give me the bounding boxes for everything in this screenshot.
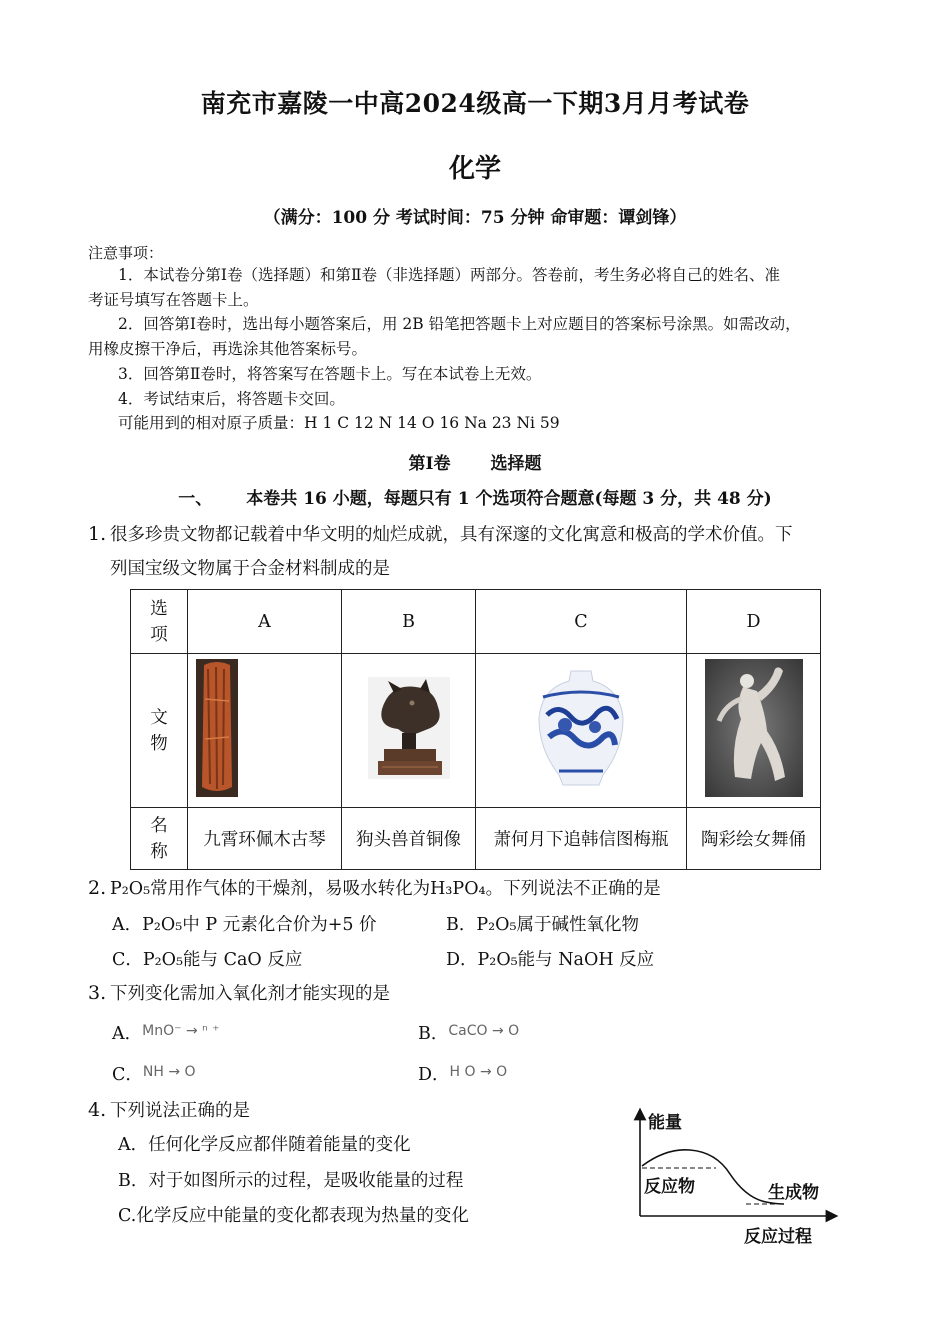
relic-name-b: 狗头兽首铜像 bbox=[342, 808, 476, 870]
part-heading: 一、 本卷共 16 小题，每题只有 1 个选项符合题意(每题 3 分，共 48 分) bbox=[178, 489, 772, 509]
header-option: 选 项 bbox=[131, 590, 188, 654]
q2-option-a: A．P₂O₅中 P 元素化合价为+5 价 bbox=[112, 915, 377, 935]
header-name: 名 称 bbox=[131, 808, 188, 870]
option-a: A bbox=[188, 590, 342, 654]
question-1: 1. 很多珍贵文物都记载着中华文明的灿烂成就，具有深邃的文化寓意和极高的学术价值。下 列国宝级文物属于合金材料制成的是 bbox=[88, 523, 793, 579]
bronze-head-image bbox=[368, 677, 450, 779]
energy-axis-label: 能量 bbox=[648, 1113, 682, 1133]
exam-title: 南充市嘉陵一中高2024级高一下期3月月考试卷 bbox=[200, 89, 750, 118]
relic-name-c: 萧何月下追韩信图梅瓶 bbox=[476, 808, 687, 870]
q3-option-c: C．$^{NH \to O}$ bbox=[112, 1064, 196, 1085]
reactant-label: 反应物 bbox=[644, 1177, 695, 1197]
q4-option-b: B．对于如图所示的过程，是吸收能量的过程 bbox=[118, 1171, 464, 1191]
note-1-cont: 考证号填写在答题卡上。 bbox=[88, 291, 259, 309]
note-2: 2．回答第Ⅰ卷时，选出每小题答案后，用 2B 铅笔把答题卡上对应题目的答案标号涂黑。如需改动， bbox=[118, 315, 801, 333]
q4-option-a: A．任何化学反应都伴随着能量的变化 bbox=[118, 1135, 411, 1155]
question-4: 4. 下列说法正确的是 bbox=[88, 1099, 250, 1121]
relic-name-a: 九霄环佩木古琴 bbox=[188, 808, 342, 870]
relic-name-d: 陶彩绘女舞俑 bbox=[687, 808, 821, 870]
progress-axis-label: 反应过程 bbox=[744, 1227, 812, 1247]
relic-image-dancer bbox=[687, 654, 821, 808]
q3-option-d: D．$^{H O \to O}$ bbox=[418, 1064, 508, 1085]
note-3: 3．回答第Ⅱ卷时，将答案写在答题卡上。写在本试卷上无效。 bbox=[118, 365, 542, 383]
notes-heading: 注意事项： bbox=[88, 244, 164, 262]
header-relic: 文 物 bbox=[131, 654, 188, 808]
note-4: 4．考试结束后，将答题卡交回。 bbox=[118, 390, 345, 408]
q3-option-a: A．$^{MnO^- \to ^n ^+}$ bbox=[112, 1023, 220, 1044]
note-2-cont: 用橡皮擦干净后，再选涂其他答案标号。 bbox=[88, 340, 368, 358]
relic-image-vase bbox=[476, 654, 687, 808]
option-c: C bbox=[476, 590, 687, 654]
meiping-vase-image bbox=[529, 667, 633, 789]
question-2: 2. P₂O₅常用作气体的干燥剂，易吸水转化为H₃PO₄。下列说法不正确的是 bbox=[88, 877, 661, 899]
q2-option-c: C．P₂O₅能与 CaO 反应 bbox=[112, 950, 303, 970]
dancer-figurine-image bbox=[705, 659, 803, 797]
q3-option-b: B．$^{CaCO \to O}$ bbox=[418, 1023, 520, 1044]
q4-option-c: C.化学反应中能量的变化都表现为热量的变化 bbox=[118, 1206, 469, 1226]
note-1: 1．本试卷分第Ⅰ卷（选择题）和第Ⅱ卷（非选择题）两部分。答卷前，考生务必将自己的姓名、准 bbox=[118, 266, 781, 284]
relic-image-guqin bbox=[188, 654, 342, 808]
option-b: B bbox=[342, 590, 476, 654]
subject-title: 化学 bbox=[448, 154, 501, 184]
relic-image-bronze-head bbox=[342, 654, 476, 808]
guqin-image bbox=[196, 659, 238, 797]
option-d: D bbox=[687, 590, 821, 654]
exam-meta: （满分：100 分 考试时间：75 分钟 命审题：谭剑锋） bbox=[263, 208, 687, 228]
relics-table bbox=[130, 589, 821, 870]
q2-option-d: D．P₂O₅能与 NaOH 反应 bbox=[446, 950, 655, 970]
product-label: 生成物 bbox=[768, 1183, 819, 1203]
question-3: 3. 下列变化需加入氧化剂才能实现的是 bbox=[88, 982, 390, 1004]
section-heading: 第Ⅰ卷 选择题 bbox=[408, 454, 542, 474]
energy-diagram bbox=[626, 1104, 846, 1254]
q2-option-b: B．P₂O₅属于碱性氧化物 bbox=[446, 915, 640, 935]
atomic-masses: 可能用到的相对原子质量：H 1 C 12 N 14 O 16 Na 23 Ni 59 bbox=[118, 414, 560, 432]
